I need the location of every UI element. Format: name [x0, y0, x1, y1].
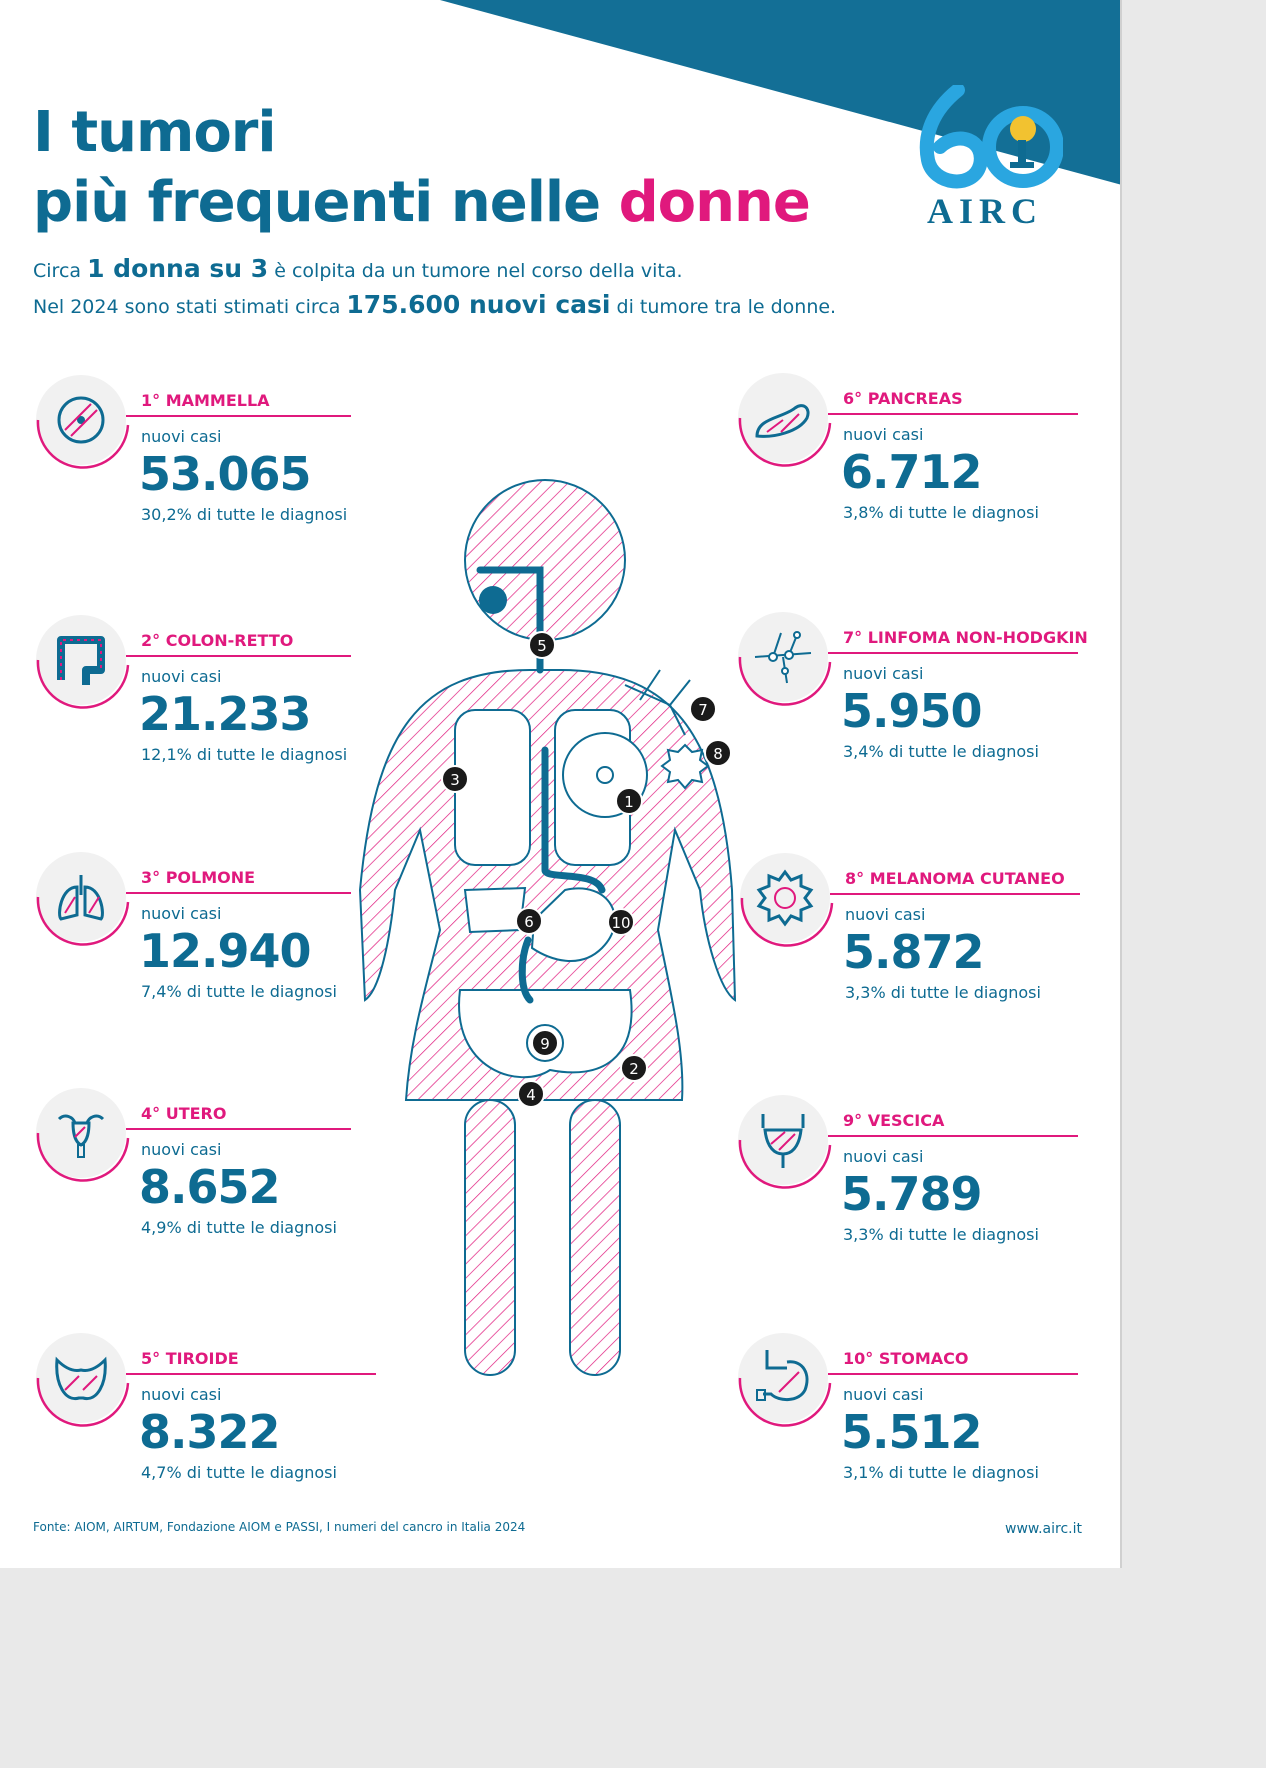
body-marker-label: 3 [450, 771, 460, 789]
intro-l1-pre: Circa [33, 260, 82, 282]
tumor-cases: 5.872 [843, 925, 984, 979]
intro-text [33, 252, 836, 324]
tumor-pct: 12,1% di tutte le diagnosi [141, 745, 348, 764]
right-leg-shape [570, 1100, 620, 1375]
title-line2: più frequenti nelle [33, 170, 601, 235]
tumor-card-melanoma [740, 853, 1100, 1013]
tumor-cases: 8.322 [139, 1405, 280, 1459]
head-shape [465, 480, 625, 640]
tumor-rank: 6° PANCREAS [843, 389, 963, 408]
tumor-card-vescica [738, 1095, 1098, 1255]
title-highlight: donne [618, 170, 810, 235]
body-marker-label: 7 [698, 701, 708, 719]
divider [828, 1373, 1078, 1375]
tumor-label: nuovi casi [845, 905, 926, 924]
tumor-cases: 8.652 [139, 1160, 280, 1214]
airc-logo-text: AIRC [927, 191, 1044, 231]
page-edge [1120, 0, 1122, 1568]
tumor-rank: 2° COLON-RETTO [141, 631, 294, 650]
intro-l2-pre: Nel 2024 sono stati stimati circa [33, 296, 341, 318]
divider [126, 655, 351, 657]
jaw-shape [479, 586, 507, 614]
tumor-rank: 4° UTERO [141, 1104, 227, 1123]
divider [126, 415, 351, 417]
body-marker-label: 10 [611, 914, 631, 932]
female-body-illustration [340, 470, 760, 1380]
page-title [33, 98, 810, 238]
tumor-label: nuovi casi [843, 1385, 924, 1404]
tumor-pct: 3,8% di tutte le diagnosi [843, 503, 1039, 522]
tumor-pct: 3,3% di tutte le diagnosi [843, 1225, 1039, 1244]
tumor-rank: 5° TIROIDE [141, 1349, 239, 1368]
left-lung-shape [455, 710, 530, 865]
tumor-rank: 10° STOMACO [843, 1349, 969, 1368]
tumor-cases: 6.712 [841, 445, 982, 499]
tumor-cases: 5.512 [841, 1405, 982, 1459]
body-marker-label: 9 [540, 1035, 550, 1053]
tumor-label: nuovi casi [843, 425, 924, 444]
intro-l2-post: di tumore tra le donne. [616, 296, 837, 318]
tumor-card-pancreas [738, 373, 1098, 533]
tumor-rank: 3° POLMONE [141, 868, 256, 887]
body-marker-label: 6 [524, 913, 534, 931]
intro-l2-bold: 175.600 nuovi casi [346, 290, 611, 319]
tumor-pct: 4,9% di tutte le diagnosi [141, 1218, 337, 1237]
divider [828, 413, 1078, 415]
website-link[interactable]: www.airc.it [1005, 1521, 1082, 1537]
tumor-label: nuovi casi [141, 1140, 222, 1159]
divider [126, 1373, 376, 1375]
tumor-rank: 7° LINFOMA NON-HODGKIN [843, 628, 1088, 647]
tumor-cases: 5.789 [841, 1167, 982, 1221]
intro-line-1 [33, 252, 836, 288]
tumor-pct: 30,2% di tutte le diagnosi [141, 505, 348, 524]
source-note: Fonte: AIOM, AIRTUM, Fondazione AIOM e PASSI, I numeri del cancro in Italia 2024 [33, 1520, 526, 1534]
tumor-label: nuovi casi [141, 904, 222, 923]
divider [830, 893, 1080, 895]
tumor-pct: 7,4% di tutte le diagnosi [141, 982, 337, 1001]
body-marker-label: 5 [537, 637, 547, 655]
tumor-pct: 3,1% di tutte le diagnosi [843, 1463, 1039, 1482]
body-marker-label: 1 [624, 793, 634, 811]
tumor-label: nuovi casi [843, 664, 924, 683]
tumor-pct: 3,4% di tutte le diagnosi [843, 742, 1039, 761]
intro-l1-bold: 1 donna su 3 [87, 254, 269, 283]
tumor-label: nuovi casi [141, 1385, 222, 1404]
microscope-icon [918, 85, 1063, 195]
tumor-cases: 21.233 [139, 687, 311, 741]
divider [126, 892, 351, 894]
intro-line-2 [33, 288, 836, 324]
body-marker-label: 8 [713, 745, 723, 763]
mole-shape [662, 745, 708, 788]
divider [126, 1128, 351, 1130]
tumor-card-linfoma [738, 612, 1098, 772]
body-marker-label: 4 [526, 1086, 536, 1104]
tumor-label: nuovi casi [843, 1147, 924, 1166]
title-line1: I tumori [33, 100, 276, 165]
tumor-cases: 5.950 [841, 684, 982, 738]
divider [828, 1135, 1078, 1137]
tumor-cases: 53.065 [139, 447, 311, 501]
tumor-rank: 1° MAMMELLA [141, 391, 270, 410]
divider [828, 652, 1078, 654]
tumor-rank: 9° VESCICA [843, 1111, 945, 1130]
tumor-label: nuovi casi [141, 427, 222, 446]
intro-l1-post: è colpita da un tumore nel corso della vita. [274, 260, 683, 282]
tumor-pct: 3,3% di tutte le diagnosi [845, 983, 1041, 1002]
tumor-pct: 4,7% di tutte le diagnosi [141, 1463, 337, 1482]
tumor-cases: 12.940 [139, 924, 311, 978]
tumor-rank: 8° MELANOMA CUTANEO [845, 869, 1065, 888]
body-marker-label: 2 [629, 1060, 639, 1078]
left-leg-shape [465, 1100, 515, 1375]
tumor-card-stomaco [738, 1333, 1098, 1493]
tumor-label: nuovi casi [141, 667, 222, 686]
